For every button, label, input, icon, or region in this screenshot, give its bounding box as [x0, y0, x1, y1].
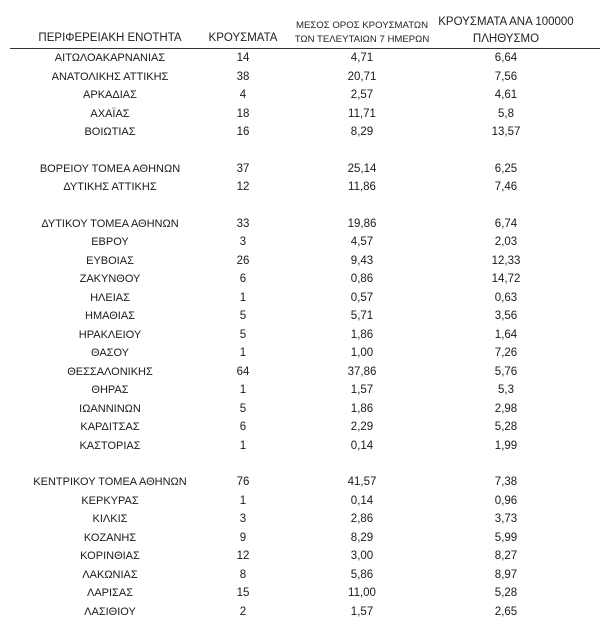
avg7-cell: 11,71	[282, 105, 442, 124]
avg7-cell: 20,71	[282, 68, 442, 87]
avg7-cell: 8,29	[282, 529, 442, 548]
avg7-cell: 5,71	[282, 307, 442, 326]
cases-cell: 12	[208, 547, 278, 566]
table-row	[0, 547, 600, 566]
per100k-cell: 13,57	[430, 123, 582, 142]
region-cell: ΕΥΒΟΙΑΣ	[20, 252, 200, 271]
per100k-cell: 8,27	[430, 547, 582, 566]
cases-cell: 3	[208, 510, 278, 529]
header-avg7	[282, 19, 442, 47]
region-cell: ΘΕΣΣΑΛΟΝΙΚΗΣ	[20, 363, 200, 382]
cases-cell: 37	[208, 160, 278, 179]
region-cell: ΕΒΡΟΥ	[20, 233, 200, 252]
region-cell: ΚΕΝΤΡΙΚΟΥ ΤΟΜΕΑ ΑΘΗΝΩΝ	[20, 473, 200, 492]
per100k-cell: 3,73	[430, 510, 582, 529]
cases-cell: 12	[208, 178, 278, 197]
avg7-cell: 1,86	[282, 326, 442, 345]
table-row	[0, 400, 600, 419]
cases-cell: 76	[208, 473, 278, 492]
cases-cell: 33	[208, 215, 278, 234]
region-cell: ΒΟΡΕΙΟΥ ΤΟΜΕΑ ΑΘΗΝΩΝ	[20, 160, 200, 179]
cases-cell: 5	[208, 307, 278, 326]
per100k-cell: 1,99	[430, 437, 582, 456]
table-row	[0, 603, 600, 621]
header-cases: ΚΡΟΥΣΜΑΤΑ	[208, 32, 278, 44]
avg7-cell: 1,57	[282, 381, 442, 400]
per100k-cell: 4,61	[430, 86, 582, 105]
avg7-cell: 0,86	[282, 270, 442, 289]
table-row	[0, 68, 600, 87]
per100k-cell: 5,28	[430, 418, 582, 437]
per100k-cell: 2,03	[430, 233, 582, 252]
table-row	[0, 510, 600, 529]
table-row	[0, 270, 600, 289]
region-cell: ΖΑΚΥΝΘΟΥ	[20, 270, 200, 289]
table-row	[0, 123, 600, 142]
table-row	[0, 584, 600, 603]
per100k-cell: 5,76	[430, 363, 582, 382]
avg7-cell: 11,86	[282, 178, 442, 197]
avg7-cell: 19,86	[282, 215, 442, 234]
per100k-cell: 3,56	[430, 307, 582, 326]
region-cell: ΗΜΑΘΙΑΣ	[20, 307, 200, 326]
region-cell: ΑΡΚΑΔΙΑΣ	[20, 86, 200, 105]
region-cell: ΘΗΡΑΣ	[20, 381, 200, 400]
region-cell: ΑΙΤΩΛΟΑΚΑΡΝΑΝΙΑΣ	[20, 49, 200, 68]
table-body	[0, 49, 600, 621]
cases-cell: 15	[208, 584, 278, 603]
cases-cell: 6	[208, 270, 278, 289]
per100k-cell: 1,64	[430, 326, 582, 345]
region-cell: ΚΑΣΤΟΡΙΑΣ	[20, 437, 200, 456]
per100k-cell: 6,64	[430, 49, 582, 68]
cases-cell: 26	[208, 252, 278, 271]
cases-cell: 64	[208, 363, 278, 382]
region-cell: ΗΛΕΙΑΣ	[20, 289, 200, 308]
avg7-cell: 37,86	[282, 363, 442, 382]
avg7-cell: 2,29	[282, 418, 442, 437]
avg7-cell: 4,57	[282, 233, 442, 252]
table-row	[0, 289, 600, 308]
table-row	[0, 252, 600, 271]
table-row	[0, 49, 600, 68]
region-cell: ΚΕΡΚΥΡΑΣ	[20, 492, 200, 511]
cases-cell: 6	[208, 418, 278, 437]
per100k-cell: 6,74	[430, 215, 582, 234]
avg7-cell: 1,86	[282, 400, 442, 419]
cases-cell: 5	[208, 400, 278, 419]
per100k-cell: 6,25	[430, 160, 582, 179]
region-cell: ΚΟΡΙΝΘΙΑΣ	[20, 547, 200, 566]
per100k-cell: 5,8	[430, 105, 582, 124]
table-row	[0, 492, 600, 511]
region-cell: ΚΟΖΑΝΗΣ	[20, 529, 200, 548]
avg7-cell: 4,71	[282, 49, 442, 68]
header-per100k-line1: ΚΡΟΥΣΜΑΤΑ ΑΝΑ 100000	[430, 14, 582, 31]
cases-cell: 8	[208, 566, 278, 585]
region-cell: ΘΑΣΟΥ	[20, 344, 200, 363]
cases-cell: 16	[208, 123, 278, 142]
avg7-cell: 1,00	[282, 344, 442, 363]
table-row	[0, 566, 600, 585]
per100k-cell: 0,63	[430, 289, 582, 308]
per100k-cell: 5,28	[430, 584, 582, 603]
header-per100k-line2: ΠΛΗΘΥΣΜΟ	[430, 31, 582, 48]
region-cell: ΚΙΛΚΙΣ	[20, 510, 200, 529]
avg7-cell: 9,43	[282, 252, 442, 271]
table-row	[0, 418, 600, 437]
table-row	[0, 529, 600, 548]
table-row	[0, 160, 600, 179]
avg7-cell: 0,57	[282, 289, 442, 308]
region-cell: ΛΑΣΙΘΙΟΥ	[20, 603, 200, 621]
per100k-cell: 7,46	[430, 178, 582, 197]
header-per100k	[430, 14, 582, 48]
table-row	[0, 326, 600, 345]
cases-cell: 38	[208, 68, 278, 87]
region-cell: ΙΩΑΝΝΙΝΩΝ	[20, 400, 200, 419]
table-row	[0, 233, 600, 252]
avg7-cell: 25,14	[282, 160, 442, 179]
table-row	[0, 473, 600, 492]
region-cell: ΔΥΤΙΚΗΣ ΑΤΤΙΚΗΣ	[20, 178, 200, 197]
table-row	[0, 437, 600, 456]
avg7-cell: 41,57	[282, 473, 442, 492]
table-row	[0, 307, 600, 326]
per100k-cell: 0,96	[430, 492, 582, 511]
region-cell: ΒΟΙΩΤΙΑΣ	[20, 123, 200, 142]
region-cell: ΔΥΤΙΚΟΥ ΤΟΜΕΑ ΑΘΗΝΩΝ	[20, 215, 200, 234]
region-cell: ΑΝΑΤΟΛΙΚΗΣ ΑΤΤΙΚΗΣ	[20, 68, 200, 87]
table-row	[0, 86, 600, 105]
table-row	[0, 105, 600, 124]
header-avg7-line1: ΜΕΣΟΣ ΟΡΟΣ ΚΡΟΥΣΜΑΤΩΝ	[282, 19, 442, 33]
cases-cell: 5	[208, 326, 278, 345]
cases-cell: 9	[208, 529, 278, 548]
per100k-cell: 7,56	[430, 68, 582, 87]
per100k-cell: 5,99	[430, 529, 582, 548]
per100k-cell: 2,98	[430, 400, 582, 419]
header-region: ΠΕΡΙΦΕΡΕΙΑΚΗ ΕΝΟΤΗΤΑ	[20, 32, 200, 44]
cases-cell: 18	[208, 105, 278, 124]
avg7-cell: 3,00	[282, 547, 442, 566]
avg7-cell: 0,14	[282, 492, 442, 511]
region-cell: ΗΡΑΚΛΕΙΟΥ	[20, 326, 200, 345]
cases-cell: 1	[208, 437, 278, 456]
cases-cell: 1	[208, 492, 278, 511]
avg7-cell: 8,29	[282, 123, 442, 142]
cases-cell: 1	[208, 344, 278, 363]
region-cell: ΚΑΡΔΙΤΣΑΣ	[20, 418, 200, 437]
table-row	[0, 215, 600, 234]
header-avg7-line2: ΤΩΝ ΤΕΛΕΥΤΑΙΩΝ 7 ΗΜΕΡΩΝ	[282, 33, 442, 47]
region-cell: ΛΑΡΙΣΑΣ	[20, 584, 200, 603]
avg7-cell: 5,86	[282, 566, 442, 585]
table-row	[0, 178, 600, 197]
cases-cell: 2	[208, 603, 278, 621]
cases-cell: 3	[208, 233, 278, 252]
per100k-cell: 8,97	[430, 566, 582, 585]
avg7-cell: 2,86	[282, 510, 442, 529]
avg7-cell: 11,00	[282, 584, 442, 603]
table-row	[0, 381, 600, 400]
per100k-cell: 7,26	[430, 344, 582, 363]
cases-cell: 1	[208, 381, 278, 400]
region-cell: ΛΑΚΩΝΙΑΣ	[20, 566, 200, 585]
cases-cell: 1	[208, 289, 278, 308]
table-row	[0, 344, 600, 363]
per100k-cell: 5,3	[430, 381, 582, 400]
avg7-cell: 0,14	[282, 437, 442, 456]
table-row	[0, 363, 600, 382]
cases-cell: 14	[208, 49, 278, 68]
region-cell: ΑΧΑΪΑΣ	[20, 105, 200, 124]
per100k-cell: 7,38	[430, 473, 582, 492]
avg7-cell: 1,57	[282, 603, 442, 621]
per100k-cell: 12,33	[430, 252, 582, 271]
avg7-cell: 2,57	[282, 86, 442, 105]
cases-cell: 4	[208, 86, 278, 105]
per100k-cell: 14,72	[430, 270, 582, 289]
per100k-cell: 2,65	[430, 603, 582, 621]
